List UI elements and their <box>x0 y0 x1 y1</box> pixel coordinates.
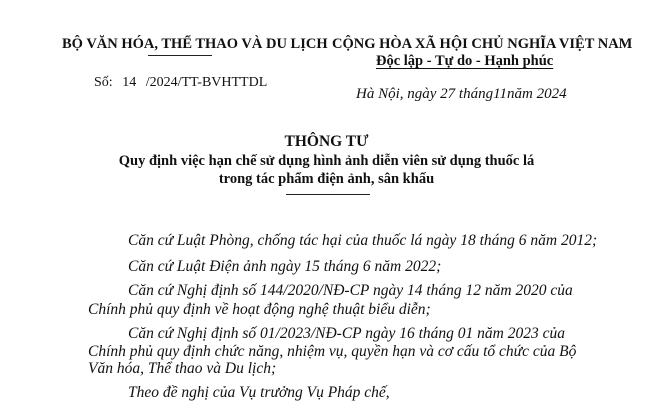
preamble-line: Căn cứ Luật Phòng, chống tác hại của thuốc lá ngày 18 tháng 6 năm 2012; <box>128 232 598 249</box>
doc-prefix: Số: <box>94 75 113 90</box>
republic-name: CỘNG HÒA XÃ HỘI CHỦ NGHĨA VIỆT NAM <box>332 36 633 52</box>
preamble-line: Căn cứ Luật Điện ảnh ngày 15 tháng 6 năm 2022; <box>128 258 442 275</box>
year-label: năm <box>506 86 533 102</box>
ministry-name: BỘ VĂN HÓA, THỂ THAO VÀ DU LỊCH <box>62 36 328 52</box>
document-number <box>94 75 267 91</box>
preamble-line: Căn cứ Nghị định số 144/2020/NĐ-CP ngày 14 tháng 12 năm 2020 của <box>128 282 573 299</box>
preamble-line: Chính phủ quy định chức năng, nhiệm vụ, quyền hạn và cơ cấu tổ chức của Bộ <box>88 343 577 360</box>
date-month: 11 <box>493 86 507 102</box>
title-line-2: trong tác phẩm điện ảnh, sân khấu <box>218 171 435 187</box>
title-line-1: Quy định việc hạn chế sử dụng hình ảnh diễn viên sử dụng thuốc lá <box>118 153 535 169</box>
place-date <box>356 86 567 103</box>
preamble-line: Căn cứ Nghị định số 01/2023/NĐ-CP ngày 16 tháng 01 năm 2023 của <box>128 325 565 342</box>
place-date-prefix: Hà Nội, ngày <box>356 86 437 102</box>
preamble-line: Chính phủ quy định về hoạt động nghệ thuật biểu diễn; <box>88 301 431 318</box>
doc-number-value: 14 <box>122 75 137 90</box>
national-motto: Độc lập - Tự do - Hạnh phúc <box>376 53 554 69</box>
doc-suffix: /2024/TT-BVHTTDL <box>145 75 268 90</box>
date-day: 27 <box>440 86 456 102</box>
date-year: 2024 <box>536 86 567 102</box>
ministry-underline <box>148 55 212 56</box>
title-underline <box>286 194 370 195</box>
preamble-line: Văn hóa, Thể thao và Du lịch; <box>88 360 277 377</box>
document-type: THÔNG TƯ <box>284 133 369 150</box>
preamble-line: Theo đề nghị của Vụ trưởng Vụ Pháp chế, <box>128 384 390 401</box>
month-label: tháng <box>458 86 494 102</box>
